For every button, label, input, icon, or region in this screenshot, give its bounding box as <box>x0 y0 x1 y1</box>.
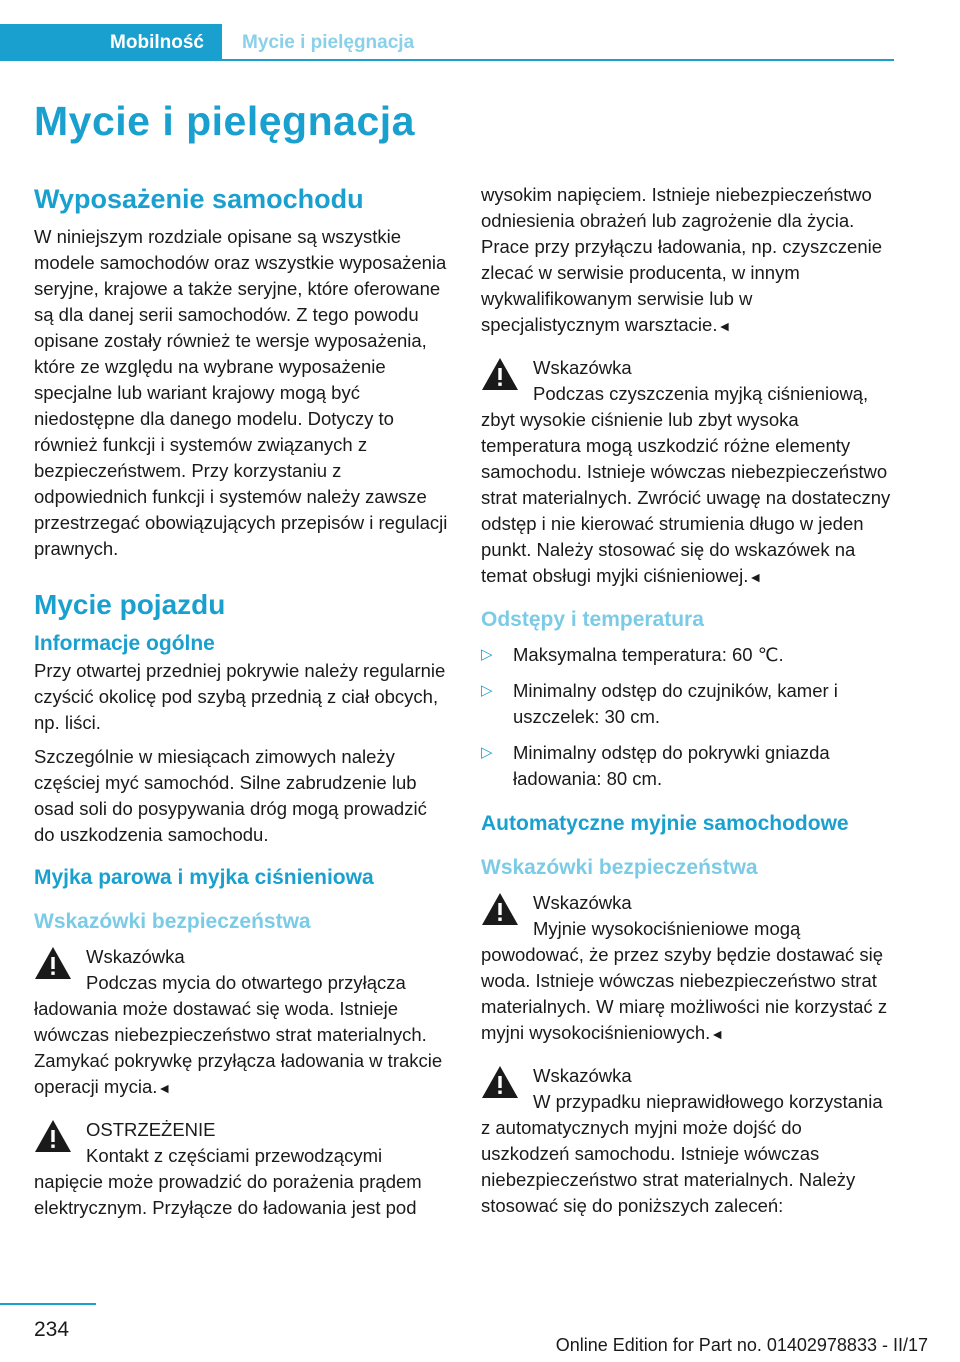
distance-list <box>481 642 895 792</box>
paragraph-general-2: Szczególnie w miesiącach zimowych należy częściej myć samochód. Silne zabrudzenie lub osad soli do posypywania dróg mogą prowadzić do uszkodzenia samochodu. <box>34 746 427 845</box>
warning-triangle-icon <box>481 1065 519 1099</box>
warning-text: W przypadku nieprawidłowego korzystania z automatycznych myjni może dojść do uszkodzeń samochodu. Istnieje wówczas niebezpieczeństwo strat materialnych. Należy stosować się do poniższych zaleceń: <box>481 1091 883 1216</box>
heading-automatic-car-wash: Automatyczne myjnie samochodowe <box>481 812 849 835</box>
warning-text: Myjnie wysokociśnieniowe mogą powodować, że przez szyby będzie dostawać się woda. Istnieje wówczas niebezpieczeństwo strat materialnych. W miarę możliwości nie korzystać z myjni wysokociśnieniowych. <box>481 918 888 1043</box>
warning-title: OSTRZEŻENIE <box>86 1119 216 1140</box>
warning-title: Wskazówka <box>86 946 185 967</box>
footer-rule <box>0 1303 96 1305</box>
list-item <box>481 678 895 730</box>
end-mark: ◄ <box>717 318 732 334</box>
warning-title: Wskazówka <box>533 1065 632 1086</box>
heading-equipment: Wyposażenie samochodu <box>34 184 364 214</box>
end-mark: ◄ <box>748 569 763 585</box>
warning-continuation <box>481 182 895 339</box>
list-item-text: Minimalny odstęp do pokrywki gniazda ładowania: 80 cm. <box>513 742 830 789</box>
continuation-text: wysokim napięciem. Istnieje niebezpieczeństwo odniesienia obrażeń lub zagrożenie dla życia. Prace przy przyłączu ładowania, np. czyszczenie zlecać w serwisie producenta, w innym wykwalifikowanym serwisie lub w specjalistycznym warsztacie. <box>481 184 883 335</box>
warning-note-5 <box>481 1063 895 1219</box>
heading-vehicle-wash: Mycie pojazdu <box>34 589 226 620</box>
list-item-text: Maksymalna temperatura: 60 ℃. <box>513 644 784 665</box>
heading-safety-notes: Wskazówki bezpieczeństwa <box>34 910 311 933</box>
warning-note-2 <box>34 1117 448 1221</box>
warning-note-1 <box>34 944 448 1101</box>
bullet-arrow-icon: ▷ <box>481 646 493 663</box>
warning-triangle-icon <box>34 946 72 980</box>
warning-title: Wskazówka <box>533 892 632 913</box>
warning-text: Podczas czyszczenia myjką ciśnieniową, zbyt wysokie ciśnienie lub zbyt wysoka temperatura mogą uszkodzić różne elementy samochodu. Istnieje wówczas niebezpieczeństwo strat materialnych. Zwrócić uwagę na dostateczny odstęp i nie kierować strumienia długo w jeden punkt. Należy stosować się do wskazówek na temat obsługi myjki ciśnieniowej. <box>481 383 891 586</box>
tab-mobilnosc[interactable]: Mobilność <box>0 24 222 61</box>
warning-note-4 <box>481 890 895 1047</box>
warning-triangle-icon <box>34 1119 72 1153</box>
page-number: 234 <box>34 1318 70 1341</box>
heading-steam-pressure-washer: Myjka parowa i myjka ciśnieniowa <box>34 866 374 889</box>
warning-text: Podczas mycia do otwartego przyłącza ładowania może dostawać się woda. Istnieje wówczas niebezpieczeństwo strat materialnych. Zamykać pokrywkę przyłącza ładowania w trakcie operacji mycia. <box>34 972 443 1097</box>
right-column <box>481 182 895 1219</box>
warning-title: Wskazówka <box>533 357 632 378</box>
left-column <box>34 182 448 1221</box>
header-tabbar <box>0 24 894 61</box>
heading-safety-notes: Wskazówki bezpieczeństwa <box>481 856 758 879</box>
list-item-text: Minimalny odstęp do czujników, kamer i uszczelek: 30 cm. <box>513 680 838 727</box>
edition-note: Online Edition for Part no. 01402978833 - II/17 <box>555 1335 928 1355</box>
bullet-arrow-icon: ▷ <box>481 682 493 699</box>
bullet-arrow-icon: ▷ <box>481 744 493 761</box>
end-mark: ◄ <box>157 1080 172 1096</box>
paragraph-general-1: Przy otwartej przedniej pokrywie należy regularnie czyścić okolicę pod szybą przednią z ciał obcych, np. liści. <box>34 660 446 733</box>
warning-note-3 <box>481 355 895 590</box>
header-rule <box>222 59 894 61</box>
warning-triangle-icon <box>481 892 519 926</box>
tab-mycie[interactable]: Mycie i pielęgnacja <box>242 32 415 53</box>
heading-general-info: Informacje ogólne <box>34 632 215 655</box>
heading-distances-temperature: Odstępy i temperatura <box>481 608 704 631</box>
warning-text: Kontakt z częściami przewodzącymi napięcie może prowadzić do porażenia prądem elektrycznym. Przyłącze do ładowania jest pod <box>34 1145 422 1218</box>
list-item <box>481 642 895 668</box>
paragraph-equipment: W niniejszym rozdziale opisane są wszystkie modele samochodów oraz wszystkie wyposażenia seryjne, krajowe a także seryjne, które oferowane są dla danej serii samochodów. Z tego powodu opisane zostały również te wersje wyposażenia, które ze względu na wybrane wyposażenie specjalne lub wariant krajowy mogą być niedostępne dla danego modelu. Dotyczy to również funkcji i systemów związanych z bezpieczeństwem. Przy korzystaniu z odpowiednich funkcji i systemów należy zawsze przestrzegać obowiązujących przepisów i regulacji prawnych. <box>34 226 448 559</box>
page-title: Mycie i pielęgnacja <box>34 98 415 144</box>
warning-triangle-icon <box>481 357 519 391</box>
end-mark: ◄ <box>710 1026 725 1042</box>
list-item <box>481 740 895 792</box>
